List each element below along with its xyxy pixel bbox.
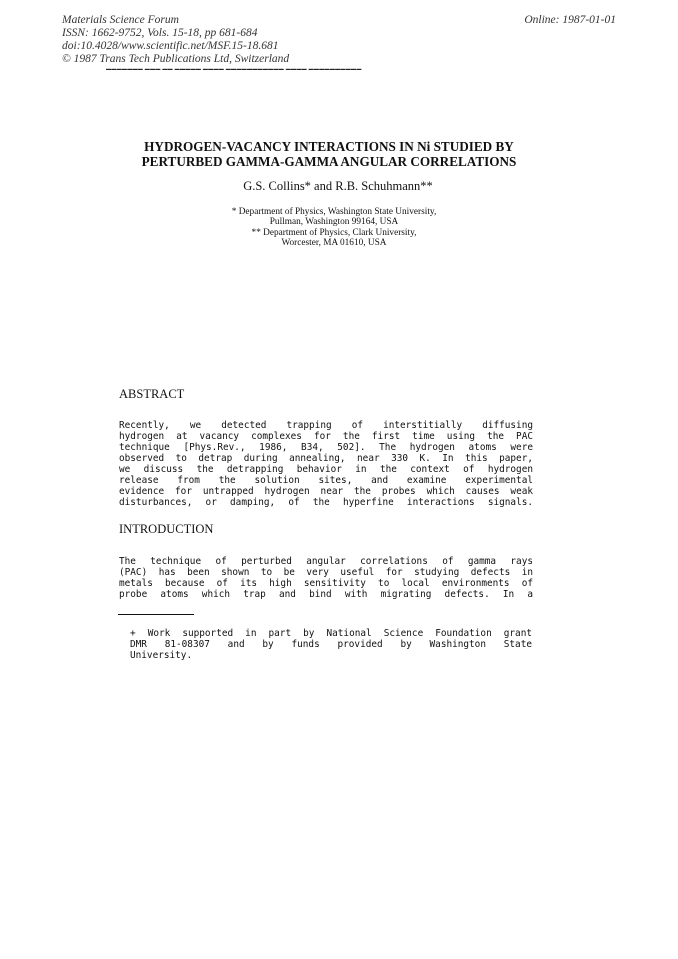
- affiliation-line: Pullman, Washington 99164, USA: [269, 217, 399, 228]
- scan-copyright-strip: ▬▬▬▬▬▬▬ ▬▬▬ ▬▬ ▬▬▬▬▬ ▬▬▬▬ ▬▬▬▬▬▬▬▬▬▬▬ ▬▬▬▬ ▬▬▬▬▬▬▬▬▬▬: [106, 66, 362, 72]
- introduction-line: The technique of perturbed angular correlations of gamma rays: [119, 556, 533, 567]
- abstract-line: we discuss the detrapping behavior in the context of hydrogen: [119, 464, 533, 475]
- footnote-line: University.: [130, 650, 193, 661]
- footnote-line: + Work supported in part by National Science Foundation grant: [130, 628, 532, 639]
- footnote: [130, 628, 532, 661]
- affiliation-line: ** Department of Physics, Clark University,: [251, 227, 417, 238]
- abstract-heading: ABSTRACT: [119, 387, 185, 401]
- introduction-line: (PAC) has been shown to be very useful for studying defects in: [119, 567, 533, 578]
- abstract-line: Recently, we detected trapping of interstitially diffusing: [119, 420, 533, 431]
- abstract-line: hydrogen at vacancy complexes for the first time using the PAC: [119, 431, 533, 442]
- journal-name: Materials Science Forum: [62, 14, 179, 26]
- affiliation-line: Worcester, MA 01610, USA: [281, 238, 387, 249]
- introduction-body: [119, 556, 533, 600]
- journal-issn: ISSN: 1662-9752, Vols. 15-18, pp 681-684: [62, 27, 258, 39]
- journal-header: [62, 14, 289, 66]
- affiliations: [0, 207, 678, 249]
- online-date: Online: 1987-01-01: [524, 14, 616, 26]
- introduction-heading: INTRODUCTION: [119, 522, 214, 536]
- introduction-line: probe atoms which trap and bind with migrating defects. In a: [119, 589, 533, 600]
- journal-doi: doi:10.4028/www.scientific.net/MSF.15-18.681: [62, 40, 279, 52]
- author-list: G.S. Collins* and R.B. Schuhmann**: [243, 179, 433, 193]
- abstract-line: evidence for untrapped hydrogen near the probes which causes weak: [119, 486, 533, 497]
- abstract-line: disturbances, or damping, of the hyperfine interactions signals.: [119, 497, 533, 508]
- title-line-1: HYDROGEN-VACANCY INTERACTIONS IN Ni STUDIED BY: [144, 139, 514, 154]
- paper-title: [0, 139, 678, 169]
- abstract-line: technique [Phys.Rev., 1986, B34, 502]. The hydrogen atoms were: [119, 442, 533, 453]
- affiliation-line: * Department of Physics, Washington State University,: [231, 207, 437, 217]
- footnote-rule: [118, 614, 194, 615]
- authors: [0, 179, 678, 194]
- footnote-line: DMR 81-08307 and by funds provided by Washington State: [130, 639, 532, 650]
- abstract-body: [119, 420, 533, 508]
- abstract-line: release from the solution sites, and examine experimental: [119, 475, 533, 486]
- abstract-line: observed to detrap during annealing, near 330 K. In this paper,: [119, 453, 533, 464]
- title-line-2: PERTURBED GAMMA-GAMMA ANGULAR CORRELATIONS: [141, 154, 517, 169]
- journal-copyright: © 1987 Trans Tech Publications Ltd, Switzerland: [62, 53, 290, 65]
- introduction-line: metals because of its high sensitivity to local environments of: [119, 578, 533, 589]
